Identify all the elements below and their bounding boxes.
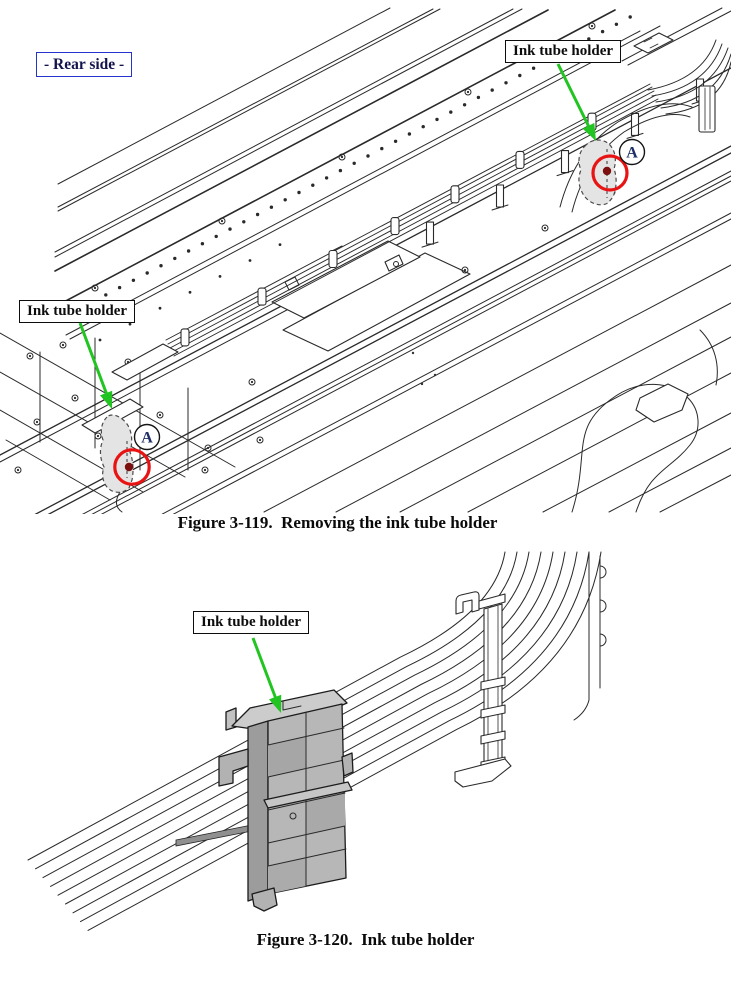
figure-3-120-caption: Figure 3-120. Ink tube holder	[256, 930, 475, 949]
figure-3-119-caption: Figure 3-119. Removing the ink tube holder	[177, 513, 498, 532]
detail-marker-a-right: A	[626, 144, 638, 162]
holder-screw-left	[125, 463, 133, 471]
callout-text: Ink tube holder	[201, 614, 302, 630]
ink-tube-holder-part	[219, 690, 353, 911]
callout-text: Ink tube holder	[27, 303, 128, 319]
callout-ink-tube-holder-fig120	[193, 611, 309, 634]
rear-side-label	[36, 52, 132, 77]
callout-ink-tube-holder-right	[505, 40, 621, 63]
screws	[15, 23, 615, 473]
rear-side-label-text: - Rear side -	[44, 56, 125, 73]
sparse-holes	[99, 243, 282, 341]
callout-ink-tube-holder-left	[19, 300, 135, 323]
chassis-edge-right	[574, 552, 606, 720]
holder-screw-right	[603, 167, 611, 175]
carriage-plates	[272, 241, 470, 385]
ink-tube-holder-highlight-right	[579, 140, 645, 205]
detail-marker-a-left: A	[141, 429, 153, 447]
callout-text: Ink tube holder	[513, 43, 614, 59]
green-arrow-left	[80, 323, 112, 409]
green-arrow-fig120	[253, 638, 281, 713]
figure-3-120-drawing	[0, 548, 731, 932]
